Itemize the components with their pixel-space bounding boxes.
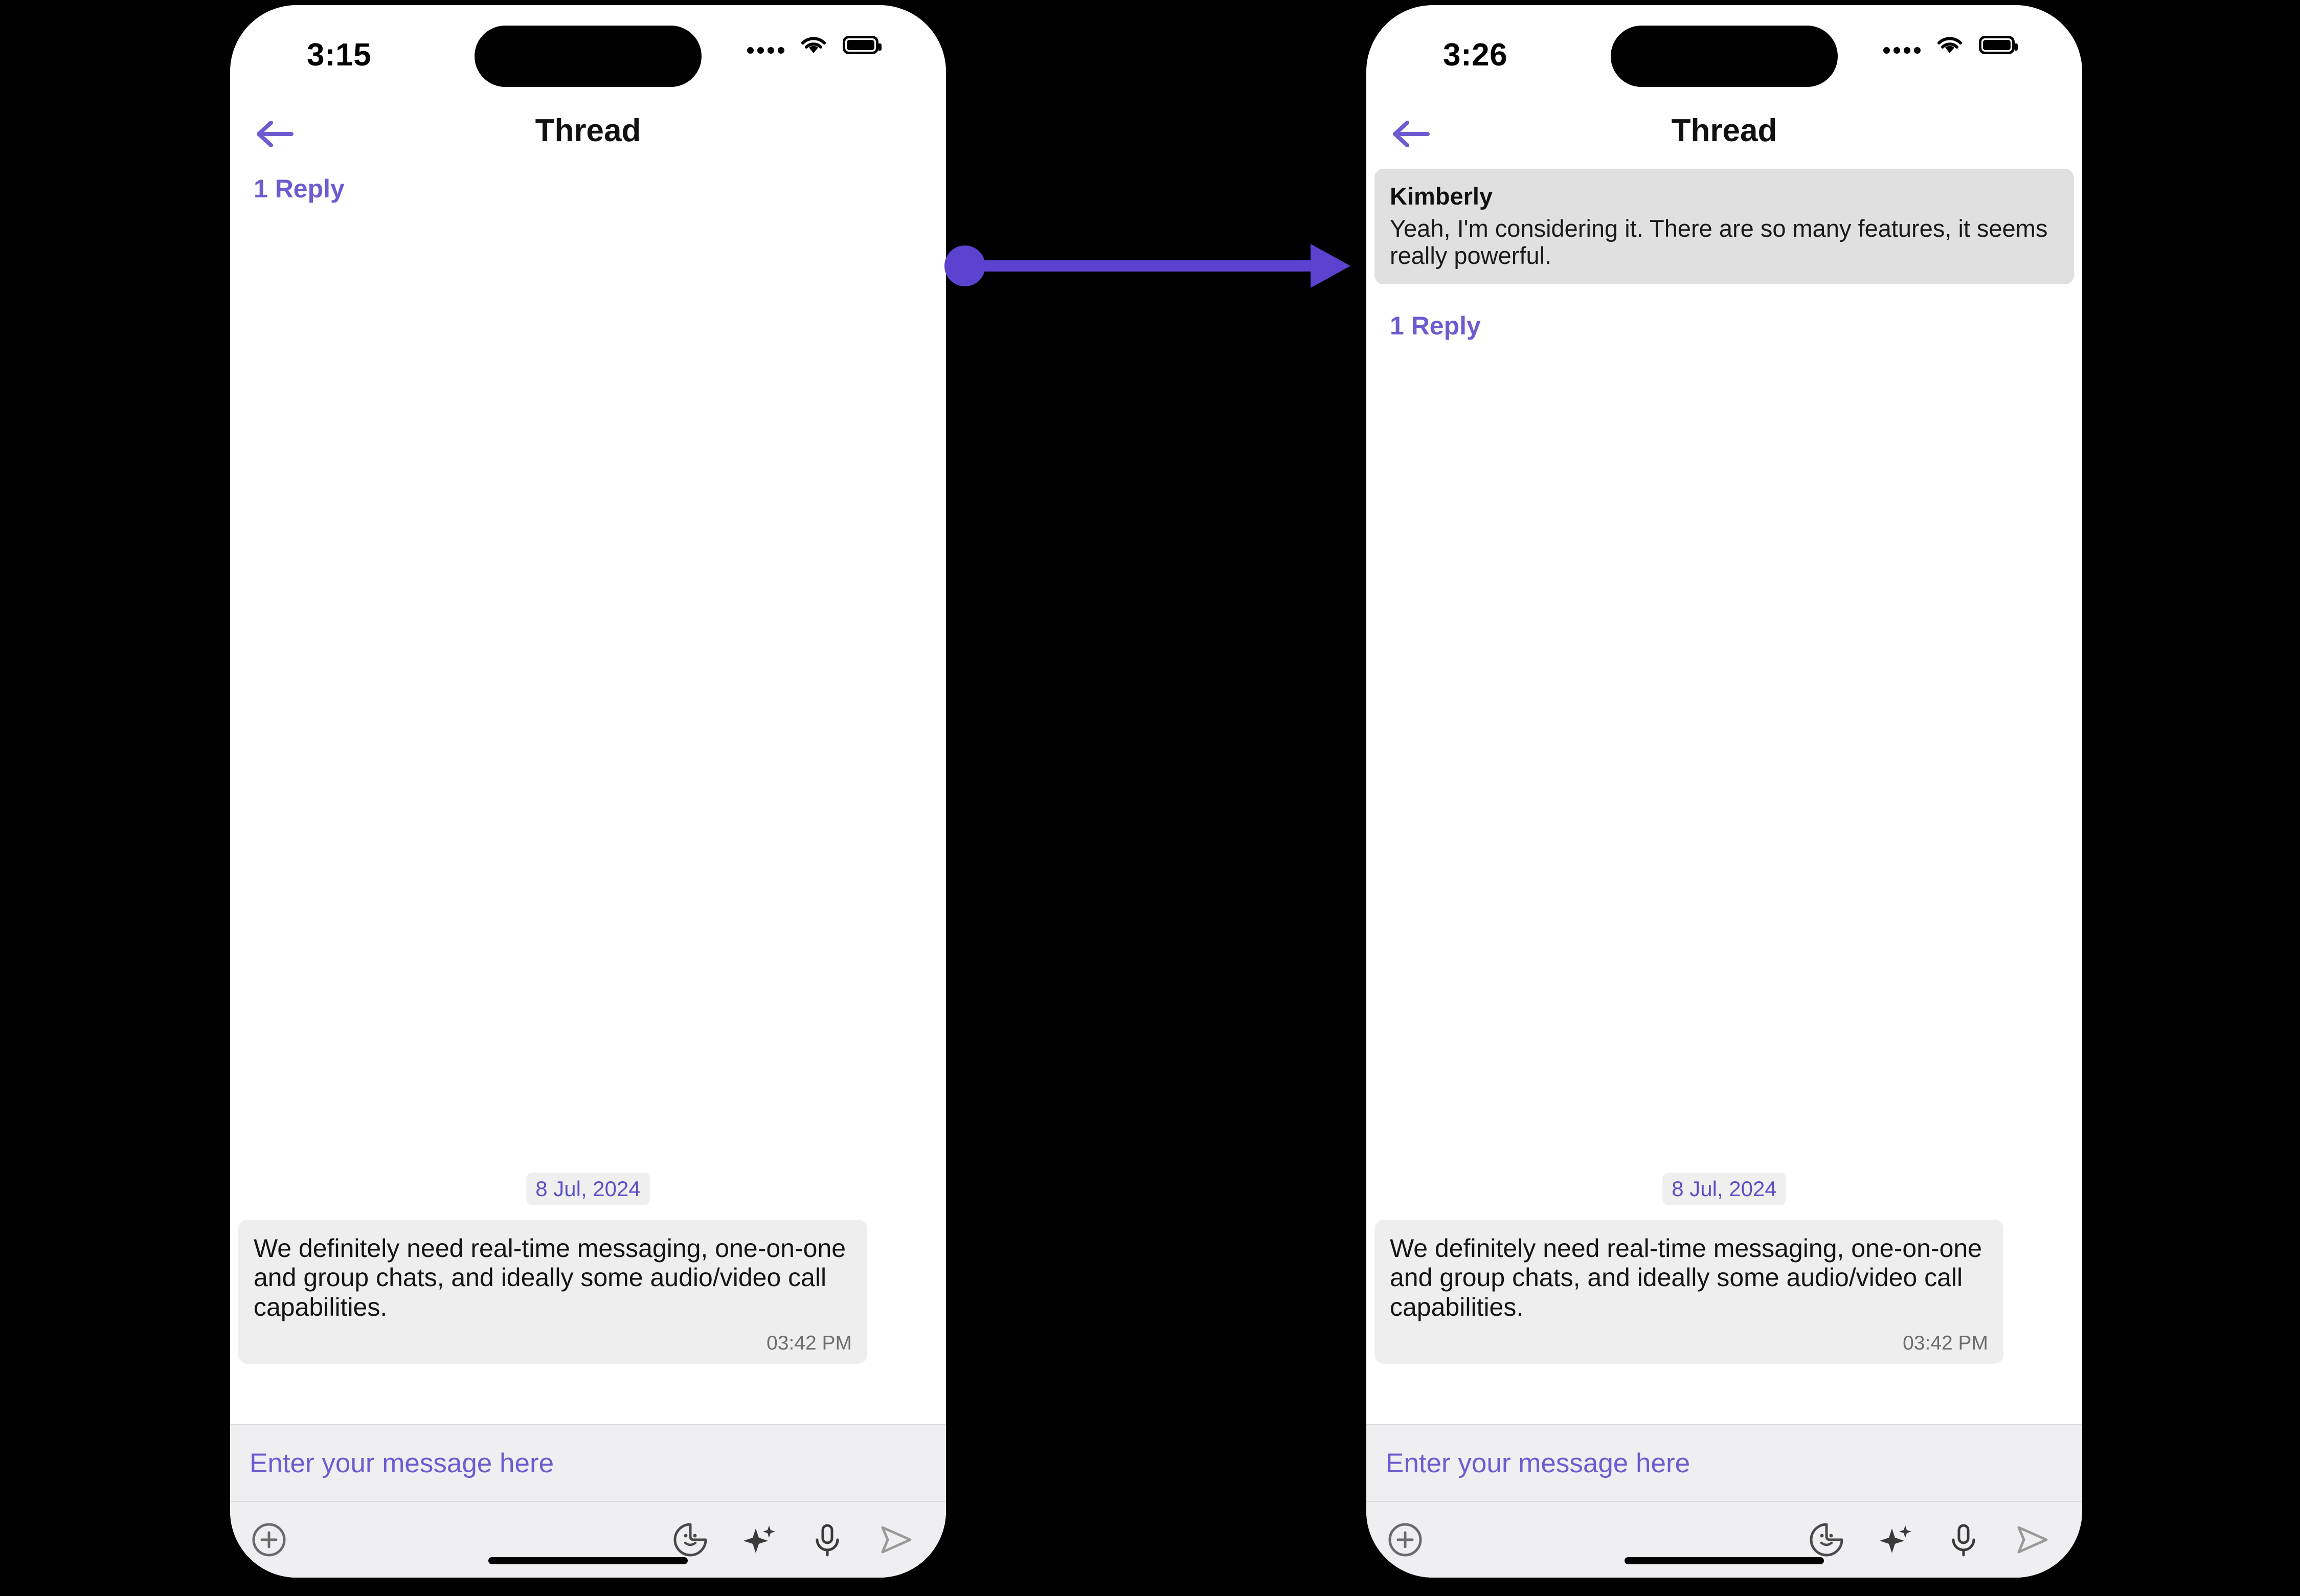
microphone-icon[interactable] — [808, 1520, 847, 1559]
parent-message-text: Yeah, I'm considering it. There are so many features, it seems really powerful. — [1390, 215, 2048, 269]
page-title: Thread — [1671, 113, 1777, 148]
status-time: 3:26 — [1443, 37, 1508, 73]
battery-full-icon — [843, 36, 878, 54]
date-separator: 8 Jul, 2024 — [526, 1173, 650, 1205]
message-bubble[interactable] — [238, 1220, 867, 1364]
date-separator: 8 Jul, 2024 — [1662, 1173, 1786, 1205]
nav-bar — [1366, 102, 2082, 169]
sticker-icon[interactable] — [1807, 1520, 1846, 1559]
battery-full-icon — [1979, 36, 2015, 54]
status-icons — [1883, 35, 2015, 55]
plus-circle-icon[interactable] — [1386, 1520, 1425, 1559]
message-input[interactable] — [1366, 1424, 2082, 1501]
dynamic-island — [475, 26, 702, 87]
composer — [230, 1424, 946, 1578]
sparkles-icon[interactable] — [739, 1520, 778, 1559]
parent-message-sender: Kimberly — [1390, 183, 1493, 210]
plus-circle-icon[interactable] — [250, 1520, 288, 1559]
nav-bar — [230, 102, 946, 169]
home-indicator — [488, 1557, 688, 1564]
wifi-icon — [1936, 35, 1964, 55]
message-input-placeholder: Enter your message here — [250, 1448, 554, 1478]
send-icon[interactable] — [2013, 1520, 2051, 1559]
status-bar — [1366, 5, 2082, 102]
status-icons — [747, 35, 878, 55]
microphone-icon[interactable] — [1944, 1520, 1983, 1559]
composer — [1366, 1424, 2082, 1578]
message-bubble[interactable] — [1374, 1220, 2003, 1364]
message-text: We definitely need real-time messaging, one-on-one and group chats, and ideally some audio/video call capabilities. — [1390, 1233, 1982, 1321]
transition-arrow — [943, 233, 1373, 299]
status-time: 3:15 — [307, 37, 372, 73]
dynamic-island — [1611, 26, 1838, 87]
reply-count-label[interactable]: 1 Reply — [1390, 311, 1481, 340]
status-bar — [230, 5, 946, 102]
home-indicator — [1625, 1557, 1824, 1564]
signal-dots-icon — [747, 36, 784, 54]
composer-toolbar — [230, 1501, 946, 1578]
reply-count-label[interactable]: 1 Reply — [254, 174, 345, 203]
message-text: We definitely need real-time messaging, one-on-one and group chats, and ideally some audio/video call capabilities. — [254, 1233, 846, 1321]
message-input[interactable] — [230, 1424, 946, 1501]
composer-toolbar — [1366, 1501, 2082, 1578]
phone-screen-before — [230, 5, 946, 1578]
signal-dots-icon — [1883, 36, 1921, 54]
phone-screen-after — [1366, 5, 2082, 1578]
page-title: Thread — [535, 113, 641, 148]
sparkles-icon[interactable] — [1876, 1520, 1914, 1559]
send-icon[interactable] — [876, 1520, 915, 1559]
sticker-icon[interactable] — [671, 1520, 710, 1559]
thread-body — [1366, 169, 2082, 1424]
message-timestamp: 03:42 PM — [766, 1332, 852, 1354]
message-input-placeholder: Enter your message here — [1386, 1448, 1690, 1478]
thread-body — [230, 169, 946, 1424]
message-timestamp: 03:42 PM — [1903, 1332, 1988, 1354]
parent-message[interactable] — [1374, 169, 2074, 284]
wifi-icon — [800, 35, 827, 55]
